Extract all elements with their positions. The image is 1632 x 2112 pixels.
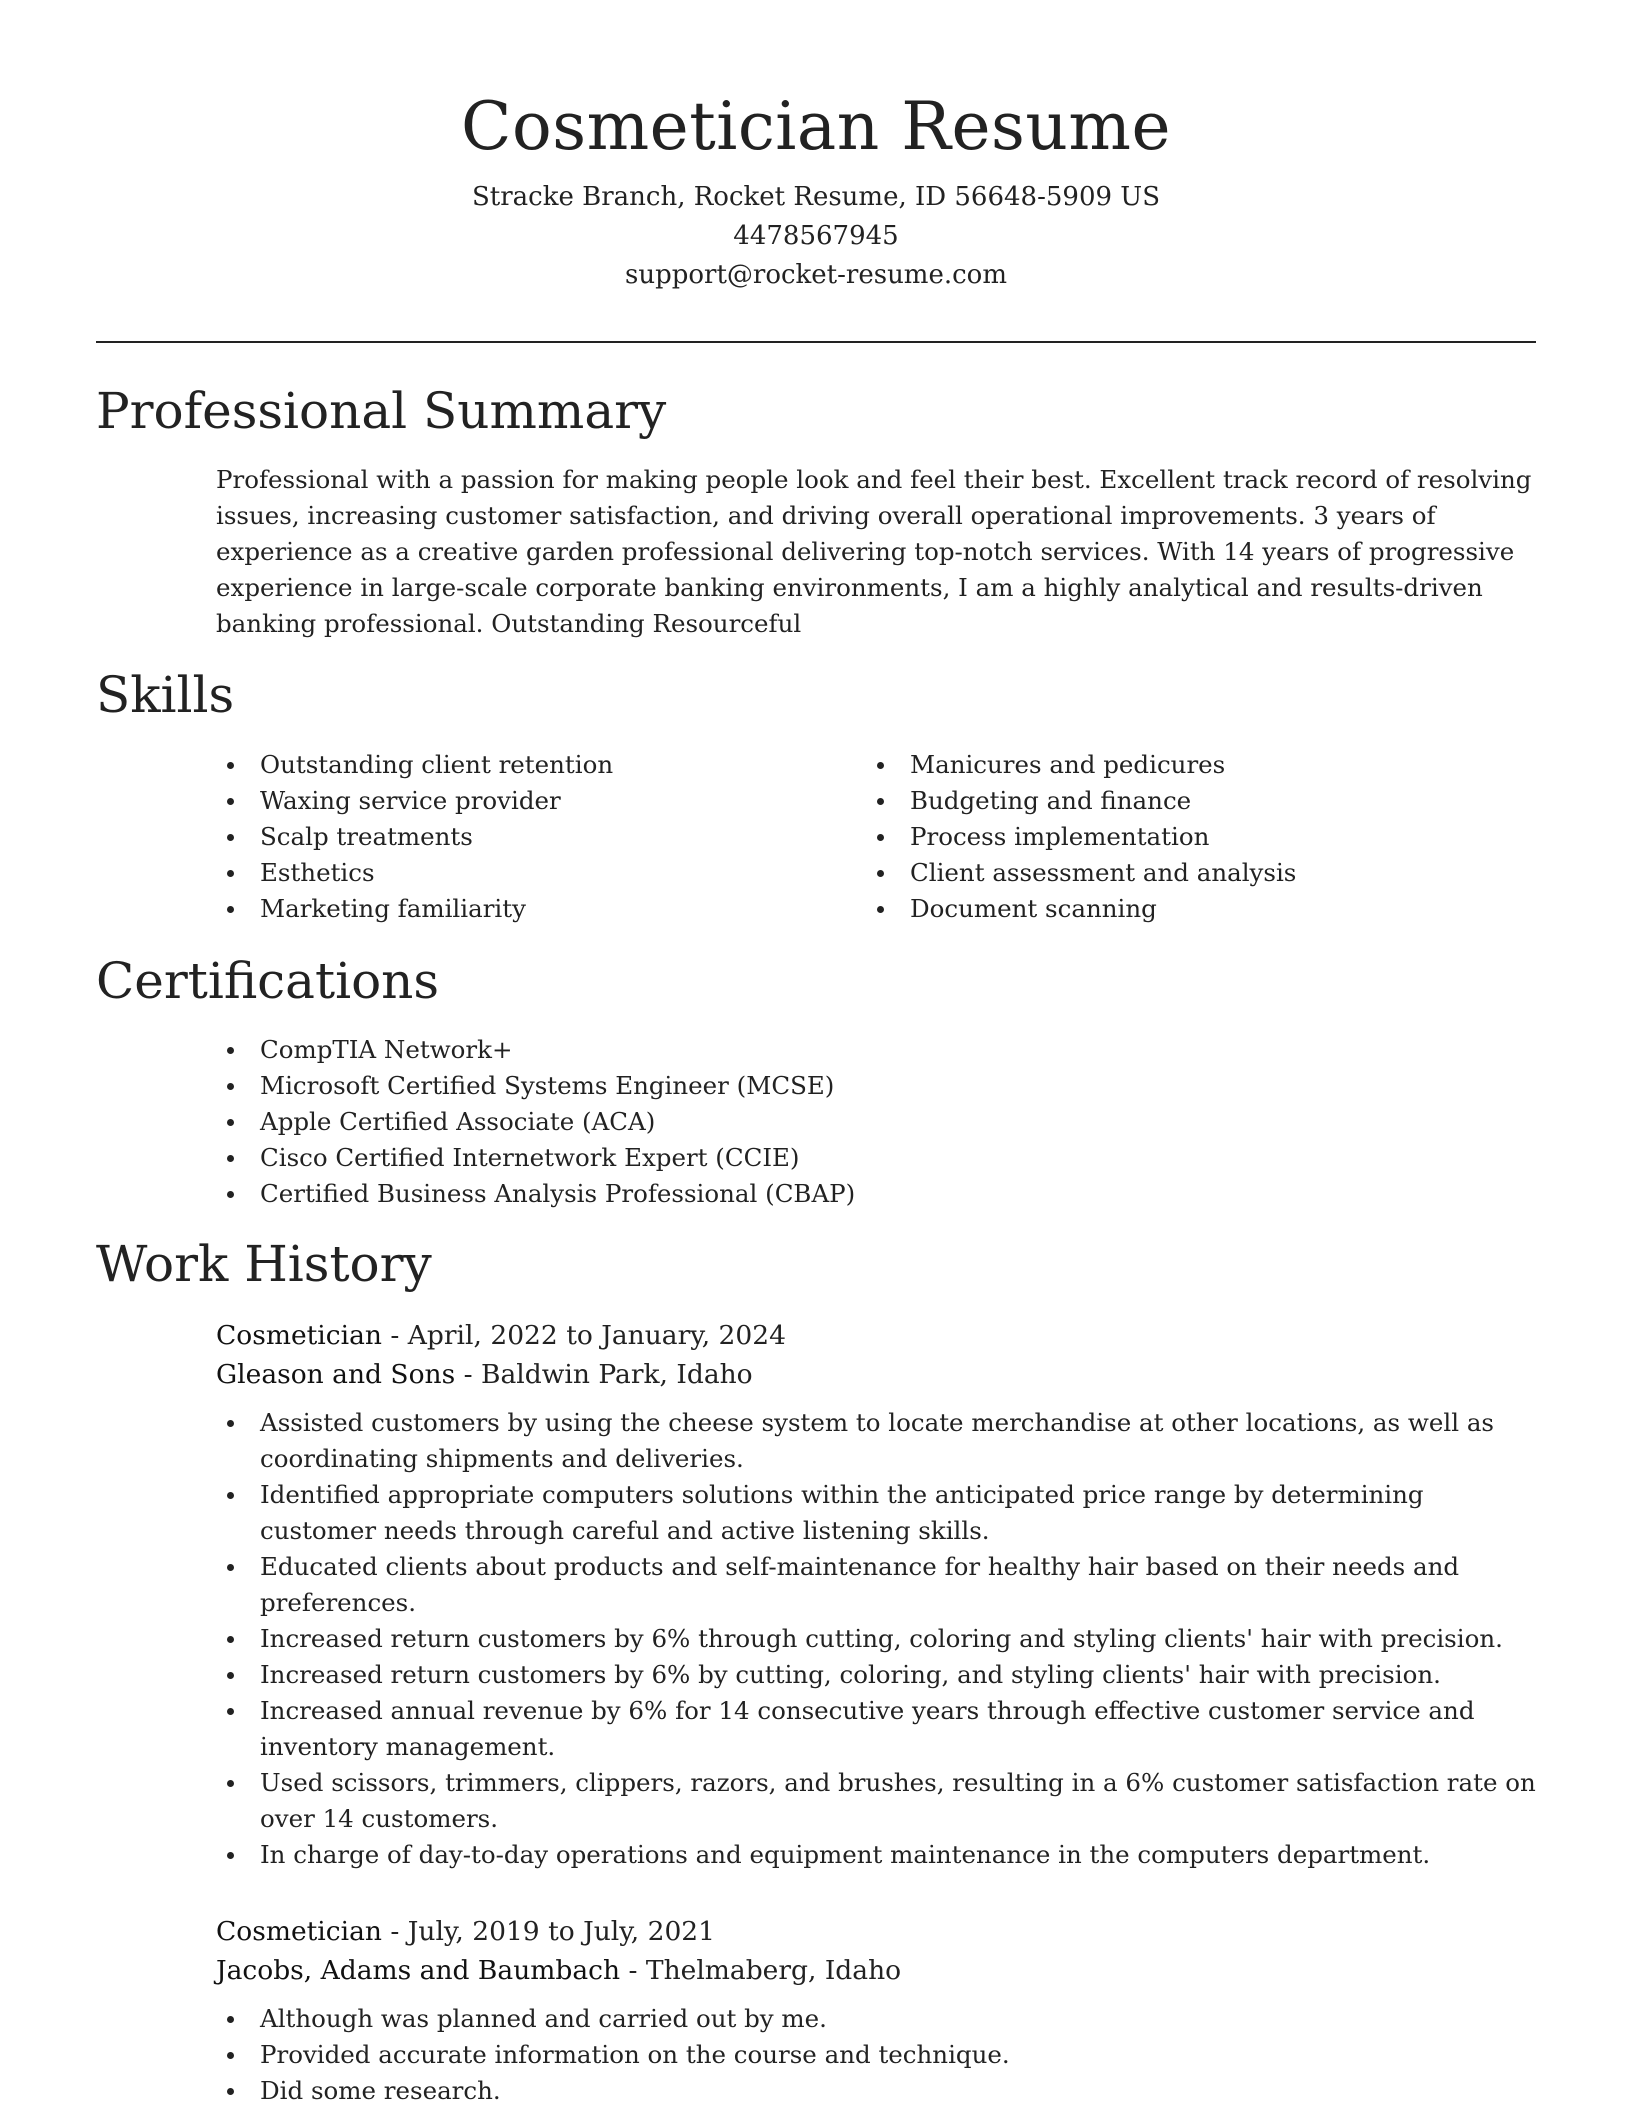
certification-item: Microsoft Certified Systems Engineer (MCSE) — [216, 1068, 1536, 1104]
job-duty-item: Assisted customers by using the cheese system to locate merchandise at other locations, as well as coordinating shipments and deliveries. — [216, 1405, 1536, 1477]
contact-phone: 4478567945 — [733, 221, 899, 251]
section-title-skills: Skills — [96, 666, 235, 724]
skill-item: Budgeting and finance — [866, 783, 1486, 819]
certification-item: CompTIA Network+ — [216, 1032, 1536, 1068]
job-duty-item: Educated clients about products and self-maintenance for healthy hair based on their needs and preferences. — [216, 1549, 1536, 1621]
resume-title: Cosmetician Resume — [460, 88, 1172, 165]
job-title-line — [216, 1912, 1536, 1951]
resume-header — [96, 84, 1536, 295]
certification-item: Certified Business Analysis Professional (CBAP) — [216, 1176, 1536, 1212]
contact-block — [96, 178, 1536, 295]
certification-item: Cisco Certified Internetwork Expert (CCIE) — [216, 1140, 1536, 1176]
skill-item: Process implementation — [866, 819, 1486, 855]
skill-item: Esthetics — [216, 855, 836, 891]
skill-item: Scalp treatments — [216, 819, 836, 855]
job-duty-item: Increased return customers by 6% through cutting, coloring and styling clients' hair with precision. — [216, 1621, 1536, 1657]
skill-item: Client assessment and analysis — [866, 855, 1486, 891]
contact-address: Stracke Branch, Rocket Resume, ID 56648-5909 US — [471, 182, 1161, 212]
job-location: Baldwin Park, Idaho — [481, 1359, 753, 1390]
skill-item: Outstanding client retention — [216, 747, 836, 783]
job-dates: July, 2019 to July, 2021 — [407, 1916, 716, 1947]
job-duty-item: In charge of day-to-day operations and equipment maintenance in the computers department. — [216, 1837, 1536, 1873]
certifications-list — [216, 1032, 1536, 1212]
job-duty-item: Increased return customers by 6% by cutting, coloring, and styling clients' hair with precision. — [216, 1657, 1536, 1693]
job-separator: - — [620, 1955, 646, 1986]
job-duty-item: Identified appropriate computers solutions within the anticipated price range by determining customer needs through careful and active listening skills. — [216, 1477, 1536, 1549]
header-divider — [96, 341, 1536, 343]
section-title-work-history: Work History — [96, 1235, 432, 1293]
job-company-line — [216, 1355, 1536, 1394]
job-title: Cosmetician — [216, 1916, 382, 1947]
job-duties-list — [216, 1405, 1536, 1873]
job-company: Gleason and Sons — [216, 1359, 456, 1390]
job-duty-item: Used scissors, trimmers, clippers, razors, and brushes, resulting in a 6% customer satisfaction rate on over 14 customers. — [216, 1765, 1536, 1837]
skill-item: Manicures and pedicures — [866, 747, 1486, 783]
job-duties-list — [216, 2001, 1536, 2109]
section-title-certifications: Certifications — [96, 952, 440, 1010]
contact-email: support@rocket-resume.com — [624, 260, 1007, 290]
job-title-line — [216, 1316, 1536, 1355]
skills-list-right — [866, 747, 1486, 927]
job-entry — [216, 1316, 1536, 1873]
job-title: Cosmetician — [216, 1320, 382, 1351]
job-duty-item: Provided accurate information on the course and technique. — [216, 2037, 1536, 2073]
job-location: Thelmaberg, Idaho — [645, 1955, 902, 1986]
certification-item: Apple Certified Associate (ACA) — [216, 1104, 1536, 1140]
job-entry — [216, 1912, 1536, 2109]
job-dates: April, 2022 to January, 2024 — [407, 1320, 786, 1351]
job-separator: - — [381, 1320, 408, 1351]
skill-item: Document scanning — [866, 891, 1486, 927]
job-company-line — [216, 1951, 1536, 1990]
section-title-summary: Professional Summary — [96, 382, 667, 440]
job-duty-item: Did some research. — [216, 2073, 1536, 2109]
skills-list-left — [216, 747, 836, 927]
professional-summary-text: Professional with a passion for making people look and feel their best. Excellent track record of resolving issues, increasing customer satisfaction, and driving overall operational improvements. 3 years of experience as a creative garden professional delivering top-notch services. With 14 years of progressive experience in large-scale corporate banking environments, I am a highly analytical and results-driven banking professional. Outstanding Resourceful — [216, 465, 1532, 638]
job-duty-item: Although was planned and carried out by me. — [216, 2001, 1536, 2037]
skill-item: Marketing familiarity — [216, 891, 836, 927]
job-separator: - — [455, 1359, 482, 1390]
job-duty-item: Increased annual revenue by 6% for 14 consecutive years through effective customer service and inventory management. — [216, 1693, 1536, 1765]
skill-item: Waxing service provider — [216, 783, 836, 819]
job-company: Jacobs, Adams and Baumbach — [216, 1955, 621, 1986]
job-separator: - — [381, 1916, 408, 1947]
